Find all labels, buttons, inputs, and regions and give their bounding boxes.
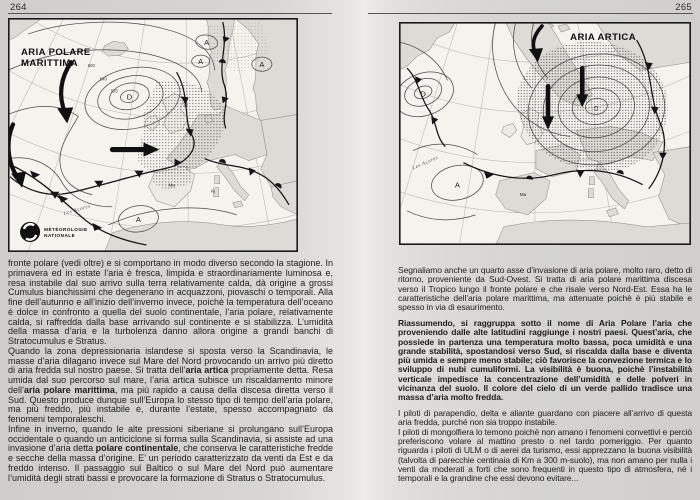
logo-text: MÉTÉOROLOGIE bbox=[44, 226, 88, 232]
air-mass-label: ARIA POLARE bbox=[21, 47, 91, 59]
station-label: Aj bbox=[210, 188, 215, 194]
emphasized-text: aria polare marittima bbox=[24, 384, 115, 395]
paragraph bbox=[398, 428, 692, 484]
text-run: Infine in inverno, quando le alte pressioni siberiane si prolungano sull’Europa occidentale o quando un anticiclone si forma sulla Scandinavia, si assiste ad una invasione d’aria detta bbox=[8, 423, 333, 454]
paragraph bbox=[8, 259, 333, 347]
high-pressure-center: A bbox=[259, 60, 265, 70]
weather-map-aria-artica bbox=[399, 22, 691, 245]
azores-label: Les Açores bbox=[411, 155, 440, 172]
paragraph bbox=[398, 409, 692, 428]
text-run: I piloti di parapendio, delta e aliante guardano con piacere all’arrivo di questa aria fredda, purché non sia troppo instabile. bbox=[398, 408, 692, 428]
header-rule-right bbox=[368, 13, 693, 14]
paragraph bbox=[8, 347, 333, 425]
low-pressure-center: D bbox=[420, 89, 426, 99]
text-run: fronte polare (vedi oltre) e si comportano in modo diverso secondo la stagione. In primavera ed in estate l’aria è fresca, limpida e straordinariamente luminosa e, resa instabile dal suo arrivo sulla terra relativamente calda, dà origine a grossi Cumulus bianchissimi che degenerano in acquazzoni, piovaschi o temporali. Alla fine dell’autunno e all’inizio dell’inverno invece, poichè la temperatura dell’oceano è dolce in confronto a quella del suolo continentale, l’aria polare, relativamente calda, si raffredda dalla base arrivando sul continente e si stabilizza. L’umidità della massa d’aria e la turbolenza danno allora origine a grandi banchi di Stratocumulus e Stratus. bbox=[8, 259, 333, 346]
isohypse-label: 520 bbox=[110, 88, 118, 94]
low-pressure-center: D bbox=[594, 106, 599, 113]
emphasized-text: Riassumendo, si raggruppa sotto il nome di Aria Polare l’aria che proveniendo dalle alte latitudini raggiunge i nostri paesi. Quest’aria, che possiede in partenza una temperatura molto bassa, poca umidità e una grande stabilità, spostandosi verso Sud, si riscalda dalla base e diventa più umida e sempre meno stabile; ciò favorisce la convezione termica e lo sviluppo di nubi cumuliformi. La visibilità è buona, poichè l’instabilità verticale impedisce la concentrazione dell’umidità e delle polveri in vicinanza del suolo. Il colore del cielo di un verde pallido tradisce una massa d’aria molto fredda. bbox=[398, 317, 692, 403]
body-text-left bbox=[8, 259, 333, 500]
high-pressure-center: A bbox=[135, 214, 141, 224]
logo-text: NATIONALE bbox=[44, 232, 76, 238]
body-text-right bbox=[398, 266, 692, 500]
station-label: Ma bbox=[168, 182, 175, 188]
low-pressure-center: D bbox=[183, 102, 188, 109]
emphasized-text: aria artica bbox=[185, 365, 229, 376]
isohypse-label: 540 bbox=[99, 76, 107, 82]
paragraph bbox=[8, 425, 333, 484]
header-rule-left bbox=[8, 13, 332, 14]
page-number-left: 264 bbox=[10, 2, 27, 13]
low-pressure-center: D bbox=[126, 92, 133, 102]
air-mass-label: ARIA ARTICA bbox=[570, 32, 637, 44]
paragraph bbox=[398, 319, 692, 403]
azores-label: Les Açores bbox=[63, 204, 92, 217]
paragraph bbox=[398, 266, 692, 312]
text-run: Quando la zona depressionaria islandese si sposta verso la Scandinavia, le masse d’aria dilagano invece sul Mare del Nord provocando un arrivo più diretto di aria fredda sul nostro paese. Si tratta dell’ bbox=[8, 345, 333, 376]
text-run: , ma più rapido a causa della discesa diretta verso il Sud. Questo produce dunque sull’Europa lo stesso tipo di tempo dell’aria polare, ma più freddo, più instabile e, durante l’estate, spesso accompagnato da fenomeni temporaleschi. bbox=[8, 384, 333, 424]
text-run: Segnaliamo anche un quarto asse d’invasione di aria polare, molto raro, detto di ritorno, proveniente da Sud-Ovest. Si tratta di aria polare marittima discesa verso il Tropico lungo il fronte polare e che risale verso Nord-Est. Essa ha le caratteristiche dell’aria polare marittima, ma attenuate poichè è più stabile e spesso in via di esaurimento. bbox=[398, 266, 692, 313]
text-run: propriamente detta. Resa umida dal suo percorso sul mare, l’aria artica subisce un riscaldamento minore dell’ bbox=[8, 365, 333, 395]
high-pressure-center: A bbox=[454, 180, 460, 190]
air-mass-label: MARITTIMA bbox=[21, 58, 79, 70]
high-pressure-center: A bbox=[204, 38, 210, 48]
emphasized-text: polare continentale bbox=[95, 443, 179, 454]
weather-map-aria-polare-marittima bbox=[8, 18, 298, 252]
station-label: Ma bbox=[519, 191, 527, 197]
text-run: I piloti di mongolfiera lo temono poichè non amano i fenomeni convettivi e perciò preferiscono volare al mattino presto o nel tardo pomeriggio. Per quanto riguarda i piloti di ULM o di aerei da turismo, essi apprezzano la buona visibilità (talvolta di parecchie centinaia di Km a 300 m-suolo), ma non amano per nulla i venti da moderati a forti che sono frequenti in questo tipo di atmosfera, né i temporali e la grandine che essi devono evitare... bbox=[398, 426, 692, 484]
text-run: , che conserva le caratteristiche fredde e secche della massa d’origine. E’ un periodo caratterizzato da venti da Est e da freddo intenso. Il passaggio sul Baltico o sul Mare del Nord può aumentare l’umidità degli strati bassi e provocare la formazione di Stratus o Stratocumulus. bbox=[8, 443, 333, 483]
isohypse-label: 560 bbox=[87, 63, 95, 69]
page-number-right: 265 bbox=[675, 2, 692, 13]
high-pressure-center: A bbox=[198, 57, 204, 67]
